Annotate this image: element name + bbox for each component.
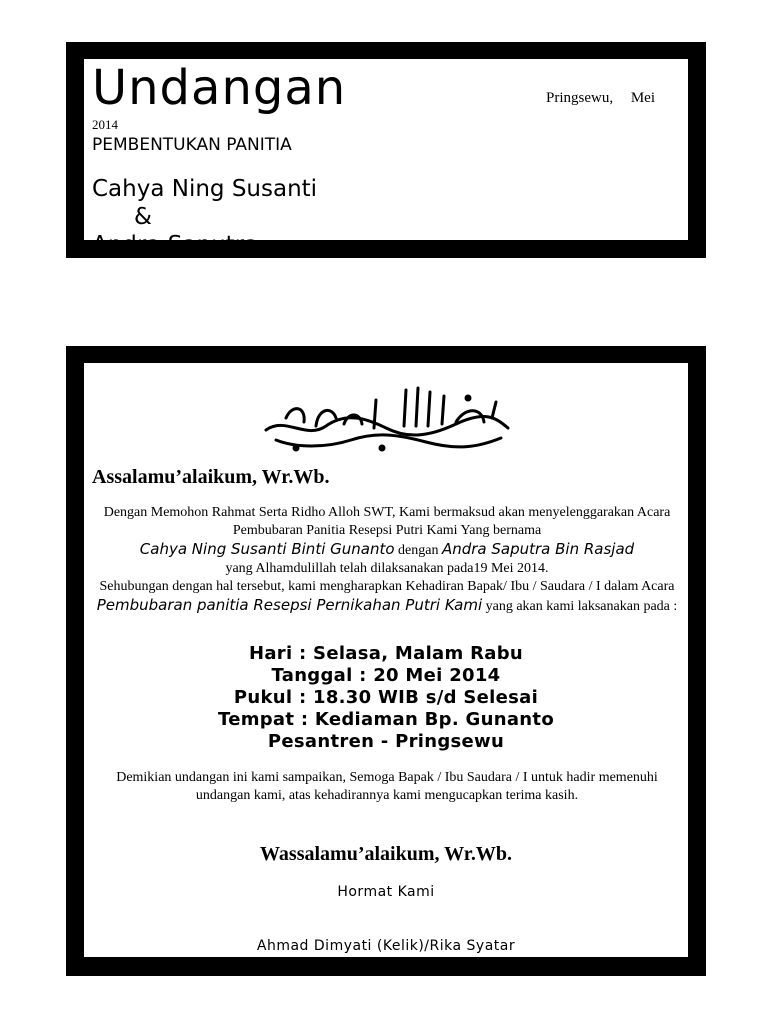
connector: dengan	[398, 543, 439, 558]
basmala-calligraphy-icon	[256, 378, 516, 458]
intro-line: Dengan Memohon Rahmat Serta Ridho Alloh SWT, Kami bermaksud akan menyelenggarakan Acara Pembubaran Panitia Resepsi Putri Kami Yang bernama	[103, 505, 671, 538]
signers: Ahmad Dimyati (Kelik)/Rika Syatar	[256, 938, 516, 954]
cover-subtitle: PEMBENTUKAN PANITIA	[92, 135, 292, 155]
invitation-cover	[84, 59, 688, 258]
event-day: Hari : Selasa, Malam Rabu	[248, 643, 524, 664]
event-details	[84, 643, 688, 753]
event-date: Tanggal : 20 Mei 2014	[271, 665, 501, 686]
bride-full-name: Cahya Ning Susanti Binti Gunanto	[139, 540, 395, 558]
bride-name: Cahya Ning Susanti	[92, 176, 318, 202]
closing-text: Demikian undangan ini kami sampaikan, Semoga Bapak / Ibu Saudara / I untuk hadir memenuhi undangan kami, atas kehadirannya kami mengucapkan terima kasih.	[116, 770, 658, 803]
invitation-text	[92, 504, 682, 616]
invitation-body-frame	[66, 346, 706, 976]
event-name: Pembubaran panitia Resepsi Pernikahan Putri Kami	[96, 596, 483, 614]
cover-title: Undangan	[92, 60, 347, 116]
place-date: Pringsewu, Mei	[546, 90, 655, 106]
event-place: Tempat : Kediaman Bp. Gunanto	[218, 709, 554, 730]
invitation-body	[84, 363, 688, 957]
request-tail: yang akan kami laksanakan pada :	[485, 599, 678, 614]
invitation-cover-frame	[66, 42, 706, 258]
groom-name: Andra Saputra	[92, 232, 259, 258]
year: 2014	[92, 117, 118, 132]
closing-greeting: Wassalamu’alaikum, Wr.Wb.	[260, 843, 512, 865]
wedding-line: yang Alhamdulillah telah dilaksanakan pada19 Mei 2014.	[225, 561, 549, 576]
request-line: Sehubungan dengan hal tersebut, kami mengharapkan Kehadiran Bapak/ Ibu / Saudara / I dalam Acara	[99, 579, 675, 594]
event-time: Pukul : 18.30 WIB s/d Selesai	[233, 687, 539, 708]
groom-full-name: Andra Saputra Bin Rasjad	[441, 540, 635, 558]
event-place-2: Pesantren - Pringsewu	[267, 731, 505, 752]
regards: Hormat Kami	[337, 884, 435, 900]
opening-greeting: Assalamu’alaikum, Wr.Wb.	[92, 466, 330, 488]
ampersand: &	[134, 204, 152, 230]
